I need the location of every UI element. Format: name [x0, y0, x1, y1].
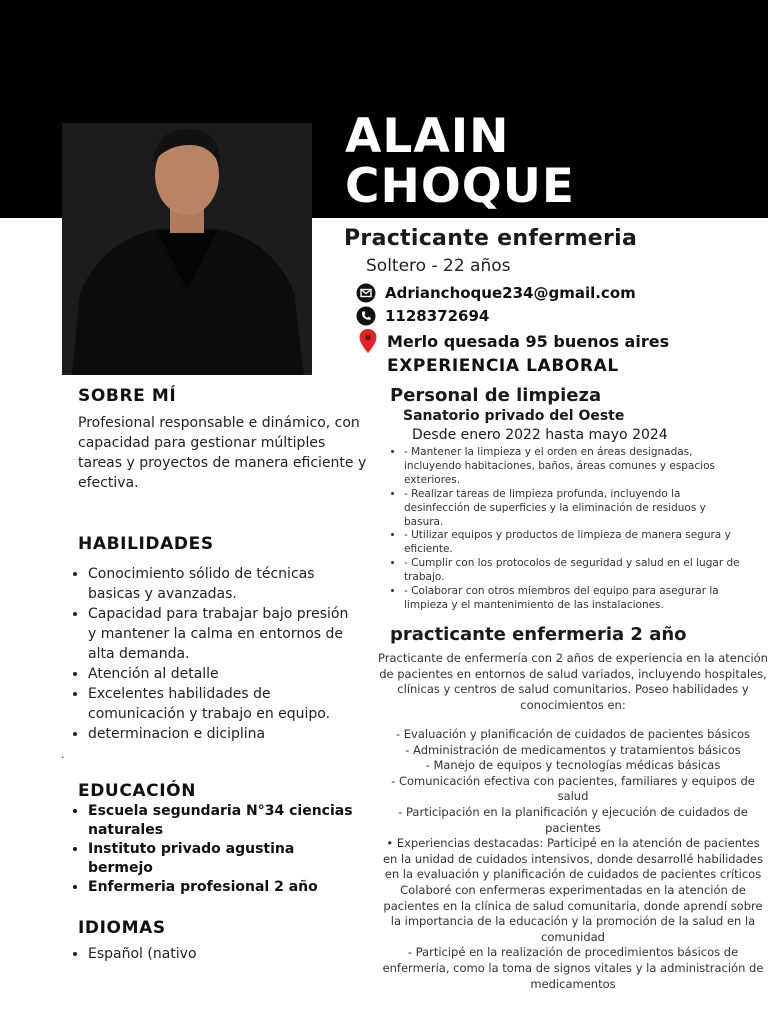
profile-photo [62, 123, 312, 375]
list-item: • - Utilizar equipos y productos de limpieza de manera segura y eficiente. [404, 529, 744, 557]
address-contact [355, 330, 669, 352]
skills-list [74, 564, 358, 744]
job1-company: Sanatorio privado del Oeste [403, 408, 625, 424]
list-item: • - Cumplir con los protocolos de seguridad y salud en el lugar de trabajo. [404, 557, 744, 585]
list-item: - Participación en la planificación y ejecución de cuidados de pacientes [398, 804, 748, 835]
job2-lines [378, 727, 768, 992]
education-title: EDUCACIÓN [78, 781, 197, 801]
location-pin-icon [357, 330, 379, 352]
job-role: Practicante enfermeria [344, 226, 638, 251]
list-item: - Participé en la realización de procedimientos básicos de enfermería, como la toma de signos vitales y la administración de medicamentos [382, 945, 764, 991]
languages-title: IDIOMAS [78, 918, 166, 938]
about-title: SOBRE MÍ [78, 386, 177, 406]
list-item: - Manejo de equipos y tecnologías médicas básicas [425, 758, 721, 773]
list-item: - Evaluación y planificación de cuidados de pacientes básicos [395, 727, 751, 741]
email-text: Adrianchoque234@gmail.com [385, 284, 636, 302]
list-item: - Comunicación efectiva con pacientes, familiares y equipos de salud [391, 773, 755, 804]
address-text: Merlo quesada 95 buenos aires [387, 331, 670, 351]
list-item: • Capacidad para trabajar bajo presión y mantener la calma en entornos de alta demanda. [88, 604, 358, 664]
list-item: • Excelentes habilidades de comunicación y trabajo en equipo. [88, 684, 358, 724]
list-item: • Español (nativo [88, 944, 348, 964]
education-list [74, 802, 363, 897]
phone-icon [355, 305, 377, 327]
list-item: - Administración de medicamentos y tratamientos básicos [405, 742, 741, 757]
job1-dates: Desde enero 2022 hasta mayo 2024 [412, 427, 668, 443]
languages-list [74, 944, 348, 964]
list-item: • - Realizar tareas de limpieza profunda, incluyendo la desinfección de superficies y la eliminación de residuos y basura. [404, 488, 744, 530]
marital-status: Soltero - 22 años [366, 256, 511, 276]
job1-title: Personal de limpieza [390, 385, 602, 406]
list-item: • Enfermeria profesional 2 año [88, 878, 363, 897]
list-item: • Atención al detalle [88, 664, 358, 684]
experience-title: EXPERIENCIA LABORAL [387, 356, 619, 376]
phone-contact [355, 305, 489, 327]
email-icon [355, 282, 377, 304]
job2-title: practicante enfermeria 2 año [390, 624, 687, 645]
list-item: • Experiencias destacadas: Participé en la atención de pacientes en la unidad de cuidados intensivos, donde desarrollé habilidades en la evaluación y planificación de cuidados de pacientes críticos Colaboré con enfermeras experimentadas en la atención de pacientes en la clínica de salud comunitaria, donde aprendí sobre la importancia de la educación y la promoción de la salud en la comunidad [382, 836, 763, 944]
stray-mark: . [61, 748, 65, 761]
list-item: • Conocimiento sólido de técnicas basicas y avanzadas. [88, 564, 358, 604]
full-name: ALAIN CHOQUE [345, 109, 576, 214]
job1-tasks [390, 446, 744, 613]
email-contact [355, 282, 636, 304]
about-text: Profesional responsable e dinámico, con capacidad para gestionar múltiples tareas y proyectos de manera eficiente y efectiva. [78, 415, 367, 491]
list-item: • - Colaborar con otros miembros del equipo para asegurar la limpieza y el mantenimiento de las instalaciones. [404, 585, 744, 613]
skills-title: HABILIDADES [78, 534, 214, 554]
list-item: • - Mantener la limpieza y el orden en áreas designadas, incluyendo habitaciones, baños, áreas comunes y espacios exteriores. [404, 446, 744, 488]
job2-intro: Practicante de enfermería con 2 años de experiencia en la atención de pacientes en entornos de salud variados, incluyendo hospitales, clínicas y centros de salud comunitarios. Poseo habilidades y conocimientos en: [378, 651, 768, 712]
list-item: • Instituto privado agustina bermejo [88, 840, 363, 878]
list-item: • determinacion e diciplina [88, 724, 358, 744]
list-item: • Escuela segundaria N°34 ciencias naturales [88, 802, 363, 840]
phone-text: 1128372694 [385, 307, 490, 325]
